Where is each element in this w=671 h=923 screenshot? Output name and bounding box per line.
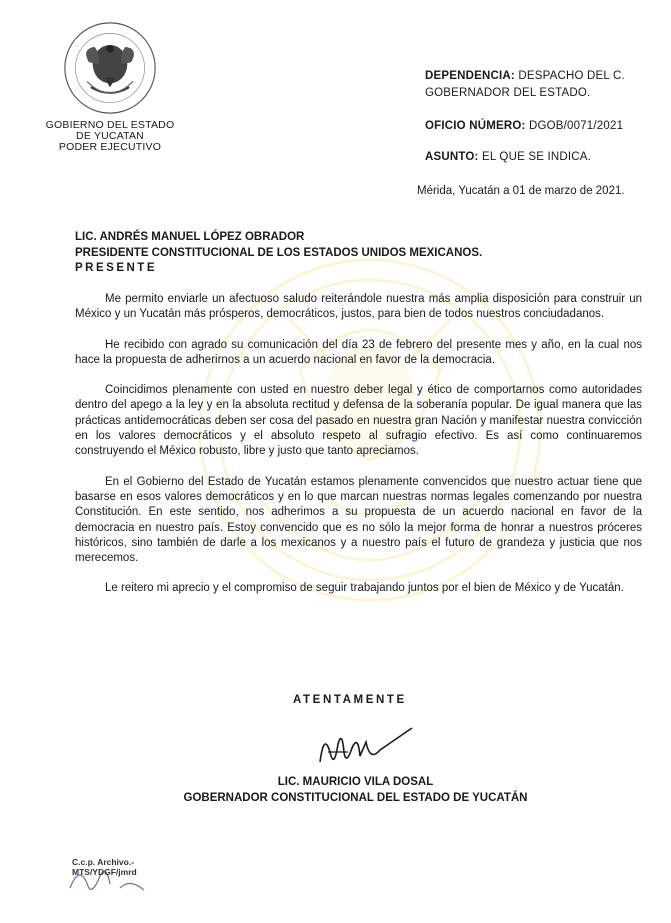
asunto-field	[425, 151, 591, 163]
government-header	[30, 120, 190, 153]
oficio-field	[425, 120, 623, 132]
paragraph-1: Me permito enviarle un afectuoso saludo reiterándole nuestra más amplia disposición para construir un México y un Yucatán más prósperos, democráticos, justos, para bien de todos nuestros conciudadanos.	[75, 293, 642, 321]
asunto-label: ASUNTO:	[425, 151, 479, 163]
oficio-label: OFICIO NÚMERO:	[425, 120, 526, 132]
signer-title: GOBERNADOR CONSTITUCIONAL DEL ESTADO DE YUCATÁN	[183, 792, 528, 804]
gov-line-1: GOBIERNO DEL ESTADO	[45, 119, 175, 131]
dependencia-value-2: GOBERNADOR DEL ESTADO.	[425, 87, 591, 99]
closing-atentamente: ATENTAMENTE	[293, 694, 407, 706]
ccp-line-1: C.c.p. Archivo.-	[72, 857, 135, 867]
dependencia-field	[425, 68, 645, 102]
paragraph-2: He recibido con agrado su comunicación del día 23 de febrero del presente mes y año, en la cual nos hace la propuesta de adherirnos a un acuerdo nacional en favor de la democracia.	[75, 338, 642, 366]
signer-name: LIC. MAURICIO VILA DOSAL	[277, 776, 434, 788]
letter-date: Mérida, Yucatán a 01 de marzo de 2021.	[417, 185, 625, 197]
presente-label: PRESENTE	[75, 262, 157, 274]
dependencia-label: DEPENDENCIA:	[425, 70, 515, 82]
paragraph-4: En el Gobierno del Estado de Yucatán estamos plenamente convencidos que nuestro actuar tiene que basarse en esos valores democráticos y en lo que marcan nuestras normas legales comenzando por nuestra Constitución. En este sentido, nos adherimos a su propuesta de un acuerdo nacional en favor de la democracia en nuestro país. Estoy convencido que es no sólo la mejor forma de honrar a nuestros próceres históricos, sino también de darle a los mexicanos y a nuestro país el futuro de grandeza y justicia que nos merecemos.	[75, 475, 642, 565]
handwritten-signature	[300, 722, 420, 782]
signer-block	[178, 774, 533, 806]
paragraph-3: Coincidimos plenamente con usted en nuestro deber legal y ético de comportarnos como autoridades dentro del apego a la ley y en la absoluta rectitud y defensa de la soberanía popular. De igual manera que las prácticas antidemocráticas deben ser cosa del pasado en nuestra gran Nación y manifestar nuestra convicción en los valores democráticos y el absoluto respeto al sufragio efectivo. Es así como continuaremos construyendo el México robusto, libre y justo que tanto apreciamos.	[75, 384, 642, 458]
asunto-value: EL QUE SE INDICA.	[481, 151, 592, 163]
gov-line-2: DE YUCATAN	[76, 130, 144, 142]
ccp-line-2: MTS/YDGF/jmrd	[72, 867, 137, 877]
addressee-name: LIC. ANDRÉS MANUEL LÓPEZ OBRADOR	[75, 231, 305, 243]
addressee-block	[75, 230, 482, 277]
coat-of-arms-seal	[62, 20, 158, 116]
dependencia-value: DESPACHO DEL C.	[518, 70, 625, 82]
oficio-value: DGOB/0071/2021	[528, 120, 624, 132]
letter-body	[75, 292, 642, 612]
ccp-block	[72, 857, 137, 877]
paragraph-5: Le reitero mi aprecio y el compromiso de seguir trabajando juntos por el bien de México y de Yucatán.	[105, 582, 624, 595]
gov-line-3: PODER EJECUTIVO	[58, 141, 162, 153]
addressee-title: PRESIDENTE CONSTITUCIONAL DE LOS ESTADOS UNIDOS MEXICANOS.	[75, 246, 483, 259]
